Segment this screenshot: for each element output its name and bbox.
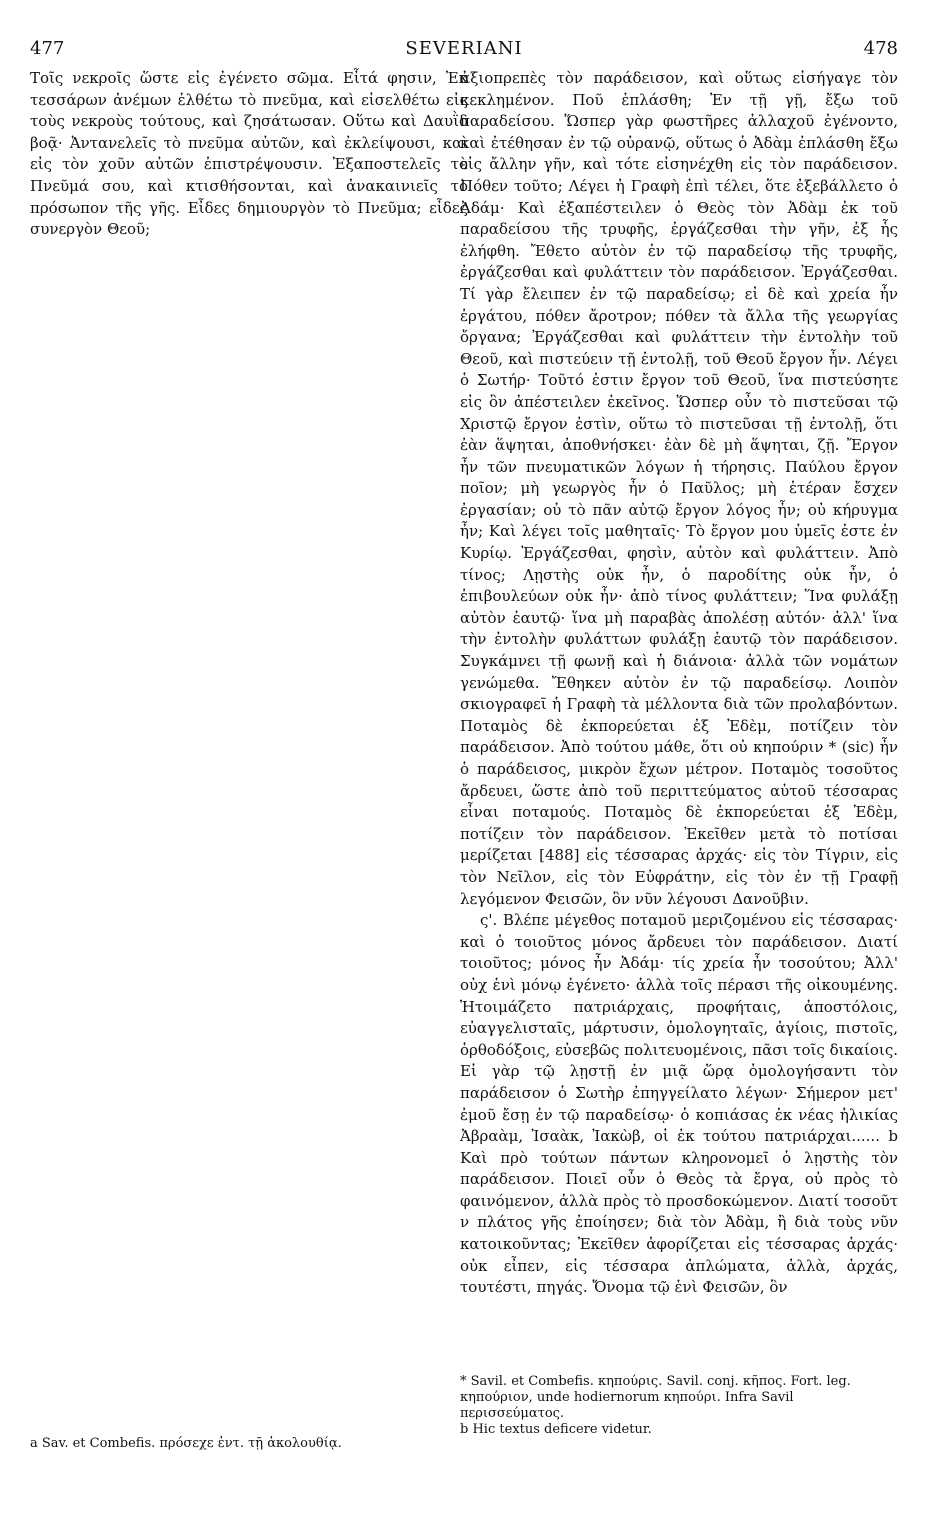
left-column xyxy=(30,68,468,241)
right-paragraph-1: ἀξιοπρεπὲς τὸν παράδεισον, καὶ οὕτως εἰσήγαγε τὸν κεκλημένον. Ποῦ ἐπλάσθη; Ἐν τῇ γῇ, ἔξω τοῦ παραδείσου. Ὥσπερ γὰρ φωστῆρες ἀλλαχοῦ ἐγένοντο, καὶ ἐτέθησαν ἐν τῷ οὐρανῷ, οὕτως ὁ Ἀδὰμ ἐπλάσθη ἔξω εἰς ἄλλην γῆν, καὶ τότε εἰσηνέχθη εἰς τὸν παράδεισον. Πόθεν τοῦτο; Λέγει ἡ Γραφὴ ἐπὶ τέλει, ὅτε ἐξεβάλλετο ὁ Ἀδάμ· Καὶ ἐξαπέστειλεν ὁ Θεὸς τὸν Ἀδὰμ ἐκ τοῦ παραδείσου τῆς τρυφῆς, ἐργάζεσθαι τὴν γῆν, ἐξ ἧς ἐλήφθη. Ἔθετο αὐτὸν ἐν τῷ παραδείσῳ τῆς τρυφῆς, ἐργάζεσθαι καὶ φυλάττειν τὸν παράδεισον. Ἐργάζεσθαι. Τί γὰρ ἔλειπεν ἐν τῷ παραδείσῳ; εἰ δὲ καὶ χρεία ἦν ἐργάτου, πόθεν ἄροτρον; πόθεν τὰ ἄλλα τῆς γεωργίας ὄργανα; Ἐργάζεσθαι καὶ φυλάττειν τὴν ἐντολὴν τοῦ Θεοῦ, καὶ πιστεύειν τῇ ἐντολῇ, τοῦ Θεοῦ ἔργον ἦν. Λέγει ὁ Σωτήρ· Τοῦτό ἐστιν ἔργον τοῦ Θεοῦ, ἵνα πιστεύσητε εἰς ὃν ἀπέστειλεν ἐκεῖνος. Ὥσπερ οὖν τὸ πιστεῦσαι τῷ Χριστῷ ἔργον ἐστὶν, οὕτω τὸ πιστεῦσαι τῇ ἐντολῇ, ὅτι ἐὰν ἅψηται, ἀποθνήσκει· ἐὰν δὲ μὴ ἅψηται, ζῇ. Ἔργον ἦν τῶν πνευματικῶν λόγων ἡ τήρησις. Παύλου ἔργον ποῖον; μὴ γεωργὸς ἦν ὁ Παῦλος; μὴ ἑτέραν ἔσχεν ἐργασίαν; οὐ τὸ πᾶν αὐτῷ ἔργον λόγος ἦν; οὐ κήρυγμα ἦν; Καὶ λέγει τοῖς μαθηταῖς· Τὸ ἔργον μου ὑμεῖς ἐστε ἐν Κυρίῳ. Ἐργάζεσθαι, φησὶν, αὐτὸν καὶ φυλάττειν. Ἀπὸ τίνος; Λῃστὴς οὐκ ἦν, ὁ παροδίτης οὐκ ἦν, ὁ ἐπιβουλεύων οὐκ ἦν· ἀπὸ τίνος φυλάττειν; Ἵνα φυλάξῃ αὐτὸν ἑαυτῷ· ἵνα μὴ παραβὰς ἀπολέσῃ αὐτόν· ἀλλ' ἵνα τὴν ἐντολὴν φυλάττων φυλάξῃ ἑαυτῷ τὸν παράδεισον. Συγκάμνει τῇ φωνῇ καὶ ἡ διάνοια· ἀλλὰ τῶν νομάτων γενώμεθα. Ἔθηκεν αὐτὸν ἐν τῷ παραδείσῳ. Λοιπὸν σκιογραφεῖ ἡ Γραφὴ τὰ μέλλοντα διὰ τῶν προλαβόντων. Ποταμὸς δὲ ἐκπορεύεται ἐξ Ἐδὲμ, ποτίζειν τὸν παράδεισον. Ἀπὸ τούτου μάθε, ὅτι οὐ κηπούριν * (sic) ἦν ὁ παράδεισος, μικρὸν ἔχων μέτρον. Ποταμὸς τοσοῦτος ἄρδευει, ὥστε ἀπὸ τοῦ περιττεύματος αὐτοῦ τέσσαρας εἶναι ποταμούς. Ποταμὸς δὲ ἐκπορεύεται ἐξ Ἐδὲμ, ποτίζειν τὸν παράδεισον. Ἐκεῖθεν μετὰ τὸ ποτίσαι μερίζεται [488] εἰς τέσσαρας ἀρχάς· εἰς τὸν Τίγριν, εἰς τὸν Νεῖλον, εἰς τὸν Εὐφράτην, εἰς τὸν ἐν τῇ Γραφῇ λεγόμενον Φεισῶν, ὃν νῦν λέγουσι Δανοῦβιν. xyxy=(460,69,898,908)
page-number-right: 478 xyxy=(863,38,898,59)
right-column xyxy=(460,68,898,1299)
footnotes-left xyxy=(30,1436,460,1452)
right-paragraph-2: ς'. Βλέπε μέγεθος ποταμοῦ μεριζομένου εἰς τέσσαρας· καὶ ὁ τοιοῦτος μόνος ἄρδευει τὸν παράδεισον. Διατί τοιοῦτος; μόνος ἦν Ἀδάμ· τίς χρεία ἦν τοσούτου; Ἀλλ' οὐχ ἑνὶ μόνῳ ἐγένετο· ἀλλὰ τοῖς πέρασι τῆς οἰκουμένης. Ἡτοιμάζετο πατριάρχαις, προφήταις, ἀποστόλοις, εὐαγγελισταῖς, μάρτυσιν, ὁμολογηταῖς, ἁγίοις, πιστοῖς, ὀρθοδόξοις, εὐσεβῶς πολιτευομένοις, πᾶσι τοῖς δικαίοις. Εἰ γὰρ τῷ λῃστῇ ἐν μιᾷ ὥρᾳ ὁμολογήσαντι τὸν παράδεισον ὁ Σωτὴρ ἐπηγγείλατο λέγων· Σήμερον μετ' ἐμοῦ ἔσῃ ἐν τῷ παραδείσῳ· ὁ κοπιάσας ἐκ νέας ἡλικίας Ἀβραὰμ, Ἰσαὰκ, Ἰακὼβ, οἱ ἐκ τούτου πατριάρχαι...... b Καὶ πρὸ τούτων πάντων κληρονομεῖ ὁ λῃστὴς τὸν παράδεισον. Ποιεῖ οὖν ὁ Θεὸς τὰ ἔργα, οὐ πρὸς τὸ φαινόμενον, ἀλλὰ πρὸς τὸ προσδοκώμενον. Διατί τοσοῦτ ν πλάτος γῆς ἐποίησεν; διὰ τὸν Ἀδὰμ, ἢ διὰ τοὺς νῦν κατοικοῦντας; Ἐκεῖθεν ἀφορίζεται εἰς τέσσαρας ἀρχάς· οὐκ εἶπεν, εἰς τέσσαρα ἁπλώματα, ἀλλὰ, ἀρχάς, τουτέστι, πηγάς. Ὄνομα τῷ ἑνὶ Φεισῶν, ὃν xyxy=(460,911,898,1297)
footnote-a: a Sav. et Combefis. πρόσεχε ἐντ. τῇ ἀκολουθίᾳ. xyxy=(30,1436,342,1451)
running-title: SEVERIANI xyxy=(405,38,523,59)
page-number-left: 477 xyxy=(30,38,65,59)
footnote-b: b Hic textus deficere videtur. xyxy=(460,1422,652,1437)
footnote-star: * Savil. et Combefis. κηπούρις. Savil. conj. κῆπος. Fort. leg. κηπούριον, unde hodiernorum κηπούρι. Infra Savil περισσεύματος. xyxy=(460,1374,851,1421)
page-header xyxy=(30,38,898,68)
footnotes-right xyxy=(460,1374,898,1438)
left-paragraph-1: Τοῖς νεκροῖς ὥστε εἰς ἐγένετο σῶμα. Εἶτά φησιν, Ἐκ τεσσάρων ἀνέμων ἐλθέτω τὸ πνεῦμα, καὶ εἰσελθέτω εἰς τοὺς νεκροὺς τούτους, καὶ ζησάτωσαν. Οὕτω καὶ Δαυῒδ βοᾷ· Ἀντανελεῖς τὸ πνεῦμα αὐτῶν, καὶ ἐκλείψουσι, καὶ εἰς τὸν χοῦν αὐτῶν ἐπιστρέψουσιν. Ἐξαποστελεῖς τὸ Πνεῦμά σου, καὶ κτισθήσονται, καὶ ἀνακαινιεῖς τὸ πρόσωπον τῆς γῆς. Εἶδες δημιουργὸν τὸ Πνεῦμα; εἶδες συνεργὸν Θεοῦ; xyxy=(30,69,468,239)
